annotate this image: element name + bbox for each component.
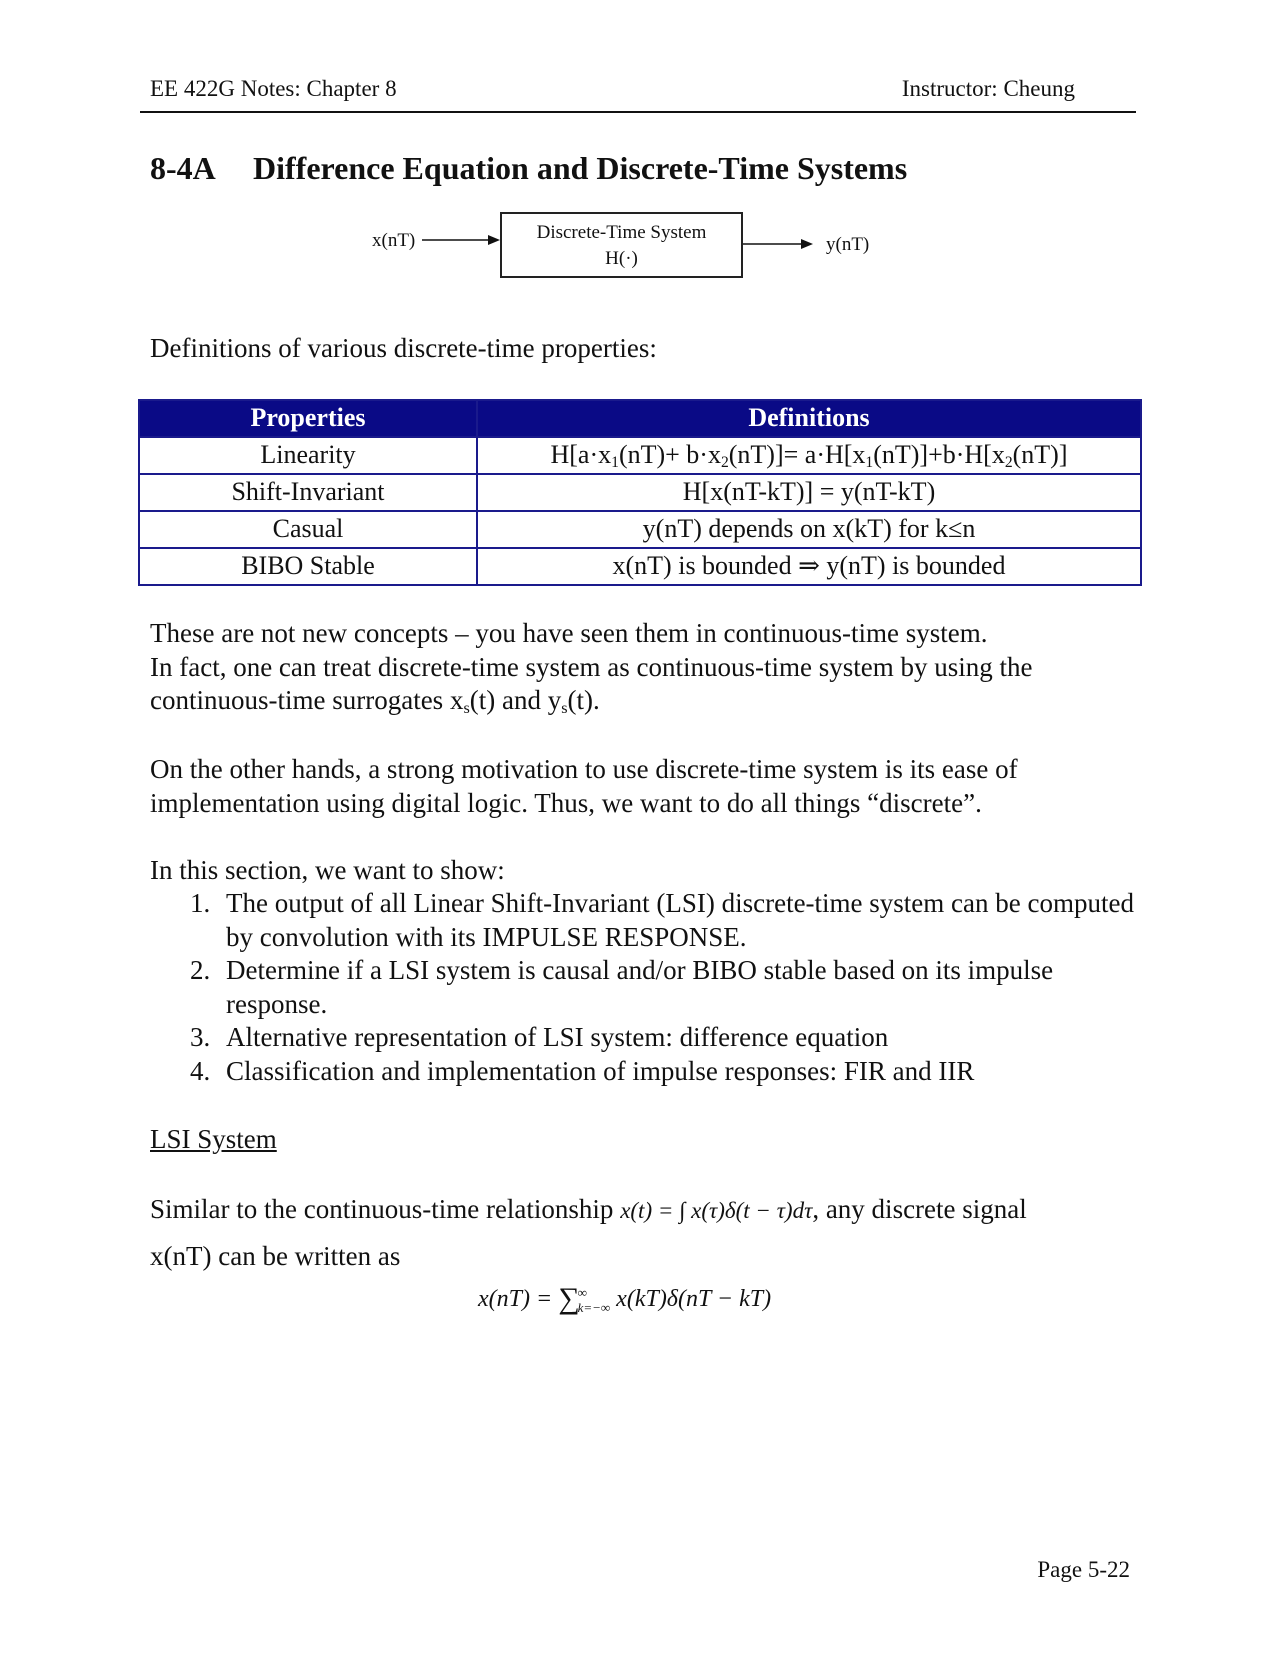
list-item: 3. Alternative representation of LSI system: difference equation <box>190 1022 889 1052</box>
paragraph-line: On the other hands, a strong motivation to use discrete-time system is its ease of <box>150 754 1018 784</box>
paragraph-motivation <box>150 753 1140 820</box>
properties-table <box>138 399 1142 586</box>
table-header-definitions: Definitions <box>477 400 1141 437</box>
table-row <box>139 474 1141 511</box>
diagram-output-label: y(nT) <box>826 234 870 255</box>
paragraph-concepts <box>150 617 1140 718</box>
table-cell-property: Casual <box>139 511 477 548</box>
inline-equation: x(t) = ∫ x(τ)δ(t − τ)dτ <box>620 1198 813 1223</box>
table-cell-property: Shift-Invariant <box>139 474 477 511</box>
table-cell-definition: x(nT) is bounded ⇒ y(nT) is bounded <box>477 548 1141 585</box>
paragraph-line: These are not new concepts – you have seen them in continuous-time system. <box>150 618 988 648</box>
table-header-row <box>139 400 1141 437</box>
goals-intro: In this section, we want to show: <box>150 855 505 885</box>
paragraph-line: Similar to the continuous-time relationship x(t) = ∫ x(τ)δ(t − τ)dτ, any discrete signal <box>150 1194 1027 1224</box>
paragraph-line: implementation using digital logic. Thus, we want to do all things “discrete”. <box>150 787 982 818</box>
goals-list <box>190 887 1140 1088</box>
paragraph-line: continuous-time surrogates $x_s(t)$ and $y_s(t)$. <box>150 685 600 718</box>
list-item: 4. Classification and implementation of impulse responses: FIR and IIR <box>190 1055 975 1086</box>
lsi-heading: LSI System <box>150 1124 277 1154</box>
display-equation: x(nT) = ∑ ∞ k=−∞ x(kT)δ(nT − kT) <box>478 1282 772 1316</box>
output-arrowhead <box>801 239 813 249</box>
system-box <box>500 212 743 278</box>
diagram-input-label: x(nT) <box>372 230 416 251</box>
input-arrowhead <box>488 235 500 245</box>
list-item: 1. The output of all Linear Shift-Invariant (LSI) discrete-time system can be computed by convolution with its IMPULSE RESPONSE. <box>190 888 1134 952</box>
table-row <box>139 437 1141 474</box>
system-box-line1: Discrete-Time System <box>536 222 707 243</box>
table-cell-property: Linearity <box>139 437 477 474</box>
table-row <box>139 511 1141 548</box>
table-cell-property: BIBO Stable <box>139 548 477 585</box>
table-cell-definition: H[x(nT-kT)] = y(nT-kT) <box>477 474 1141 511</box>
table-row <box>139 548 1141 585</box>
table-header-properties: Properties <box>139 400 477 437</box>
paragraph-line: x(nT) can be written as <box>150 1240 401 1271</box>
table-cell-definition: y(nT) depends on x(kT) for k≤n <box>477 511 1141 548</box>
list-item: 2. Determine if a LSI system is causal and/or BIBO stable based on its impulse response. <box>190 955 1054 1019</box>
system-box-line2: H(·) <box>605 248 638 269</box>
lsi-paragraph <box>150 1193 1140 1273</box>
paragraph-line: In fact, one can treat discrete-time system as continuous-time system by using the <box>150 651 1033 682</box>
section-title-text: Difference Equation and Discrete-Time Systems <box>253 150 908 186</box>
section-number: 8-4A <box>150 150 216 186</box>
header-course: EE 422G Notes: Chapter 8 <box>150 76 397 101</box>
intro-text: Definitions of various discrete-time properties: <box>150 333 657 363</box>
table-cell-definition: $H[a\cdot x_1(nT)+ b\cdot x_2(nT)]= a\cdot H[x_1(nT)]+b\cdot H[x_2(nT)]$ <box>477 437 1141 474</box>
page-number: Page 5-22 <box>1037 1557 1130 1582</box>
header-instructor: Instructor: Cheung <box>901 76 1075 101</box>
